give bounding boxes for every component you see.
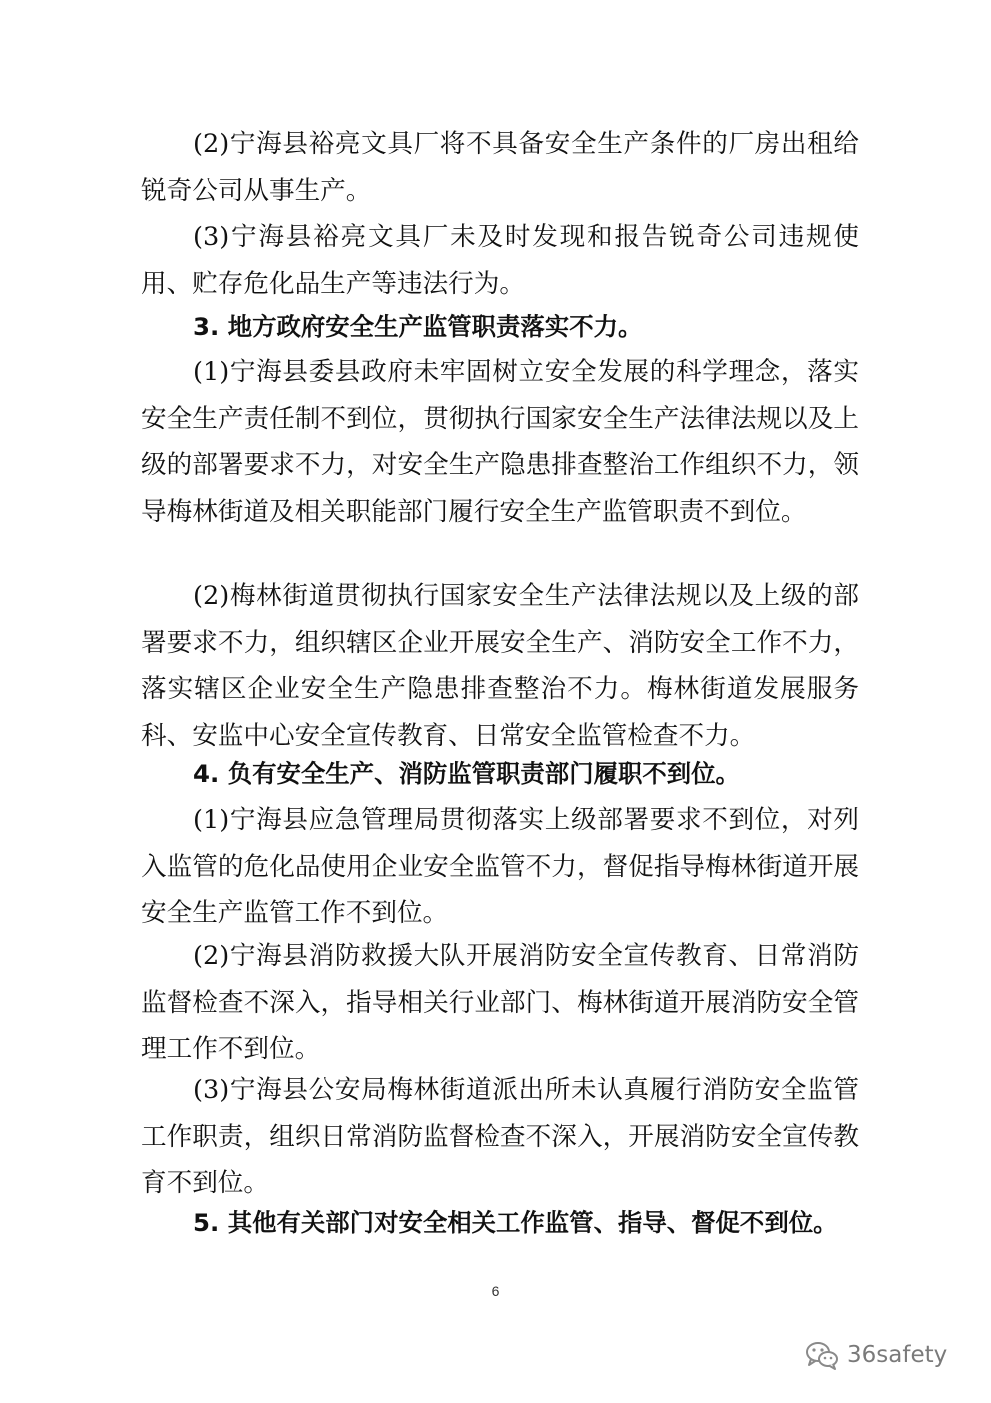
- paragraph-7: (1)宁海县应急管理局贯彻落实上级部署要求不到位，对列入监管的危化品使用企业安全监管不力，督促指导梅林街道开展安全生产监管工作不到位。: [141, 805, 859, 928]
- paragraph-9: (3)宁海县公安局梅林街道派出所未认真履行消防安全监管工作职责，组织日常消防监督检查不深入，开展消防安全宣传教育不到位。: [141, 1075, 859, 1198]
- watermark-text: 36safety: [847, 1342, 948, 1368]
- wechat-icon: [805, 1340, 839, 1370]
- paragraph-2: (3)宁海县裕亮文具厂未及时发现和报告锐奇公司违规使用、贮存危化品生产等违法行为。: [141, 222, 859, 299]
- paragraph-4: (1)宁海县委县政府未牢固树立安全发展的科学理念，落实安全生产责任制不到位，贯彻执行国家安全生产法律法规以及上级的部署要求不力，对安全生产隐患排查整治工作组织不力，领导梅林街道及相关职能部门履行安全生产监管职责不到位。: [141, 357, 859, 527]
- section-heading-3: 3. 地方政府安全生产监管职责落实不力。: [193, 312, 643, 341]
- watermark: [805, 1337, 947, 1373]
- section-heading-4: 4. 负有安全生产、消防监管职责部门履职不到位。: [193, 759, 740, 788]
- paragraph-1: (2)宁海县裕亮文具厂将不具备安全生产条件的厂房出租给锐奇公司从事生产。: [141, 129, 859, 206]
- page-number: 6: [491, 1283, 500, 1299]
- section-heading-5: 5. 其他有关部门对安全相关工作监管、指导、督促不到位。: [193, 1208, 838, 1237]
- paragraph-8: (2)宁海县消防救援大队开展消防安全宣传教育、日常消防监督检查不深入，指导相关行业部门、梅林街道开展消防安全管理工作不到位。: [141, 941, 859, 1064]
- paragraph-5: (2)梅林街道贯彻执行国家安全生产法律法规以及上级的部署要求不力，组织辖区企业开展安全生产、消防安全工作不力，落实辖区企业安全生产隐患排查整治不力。梅林街道发展服务科、安监中心安全宣传教育、日常安全监管检查不力。: [141, 581, 859, 751]
